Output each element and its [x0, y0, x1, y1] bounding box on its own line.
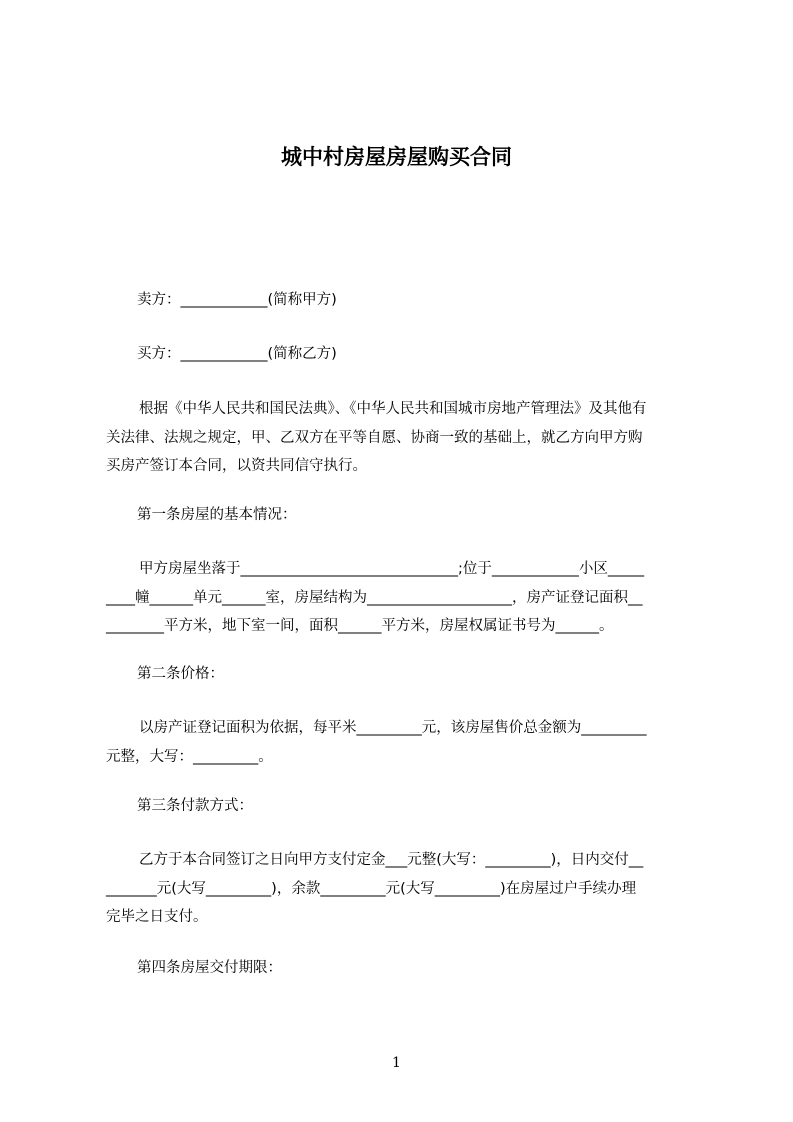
article2-line-2: 元整，大写：_________。	[106, 748, 273, 765]
article1-heading-text: 第一条房屋的基本情况：	[137, 507, 297, 523]
article3-line-2: _______元(大写_________)，余款_________元(大写_________)在房屋过户手续办理	[106, 880, 637, 897]
seller-text: 卖方：____________(简称甲方)	[137, 292, 337, 308]
article3-line-3: 完毕之日支付。	[106, 909, 208, 925]
article1-heading	[106, 501, 731, 530]
article4-heading	[106, 954, 731, 983]
article1-line-2: ____幢______单元______室，房屋结构为____________________，房产证登记面积__	[106, 589, 643, 606]
article3-heading-text: 第三条付款方式：	[137, 798, 253, 814]
preamble-line-3: 买房产签订本合同，以资共同信守执行。	[106, 458, 367, 474]
article1-paragraph	[106, 555, 700, 641]
preamble-line-2: 关法律、法规之规定，甲、乙双方在平等自愿、协商一致的基础上，就乙方向甲方购	[106, 429, 643, 446]
article2-heading-text: 第二条价格：	[137, 666, 224, 682]
article3-line-1: 乙方于本合同签订之日向甲方支付定金___元整(大写：_________)，日内交付__	[139, 852, 644, 868]
seller-line	[106, 286, 731, 315]
article3-paragraph	[106, 846, 700, 932]
article2-line-1: 以房产证登记面积为依据，每平米_________元，该房屋售价总金额为_________	[139, 720, 647, 736]
article3-heading	[106, 792, 731, 821]
article4-heading-text: 第四条房屋交付期限：	[137, 960, 282, 976]
preamble-line-1: 根据《中华人民共和国民法典》、《中华人民共和国城市房地产管理法》及其他有	[139, 401, 647, 417]
article1-line-1: 甲方房屋坐落于______________________________;位于____________小区_____	[139, 561, 645, 577]
buyer-line	[106, 340, 731, 369]
article2-heading	[106, 660, 731, 689]
page-number: 1	[392, 1055, 401, 1071]
document-title: 城中村房屋房屋购买合同	[281, 145, 512, 169]
preamble-paragraph	[106, 395, 700, 481]
buyer-text: 买方：____________(简称乙方)	[137, 346, 337, 362]
article2-paragraph	[106, 714, 700, 771]
article1-line-3: ________平方米，地下室一间，面积______平方米，房屋权属证书号为______。	[106, 618, 614, 634]
